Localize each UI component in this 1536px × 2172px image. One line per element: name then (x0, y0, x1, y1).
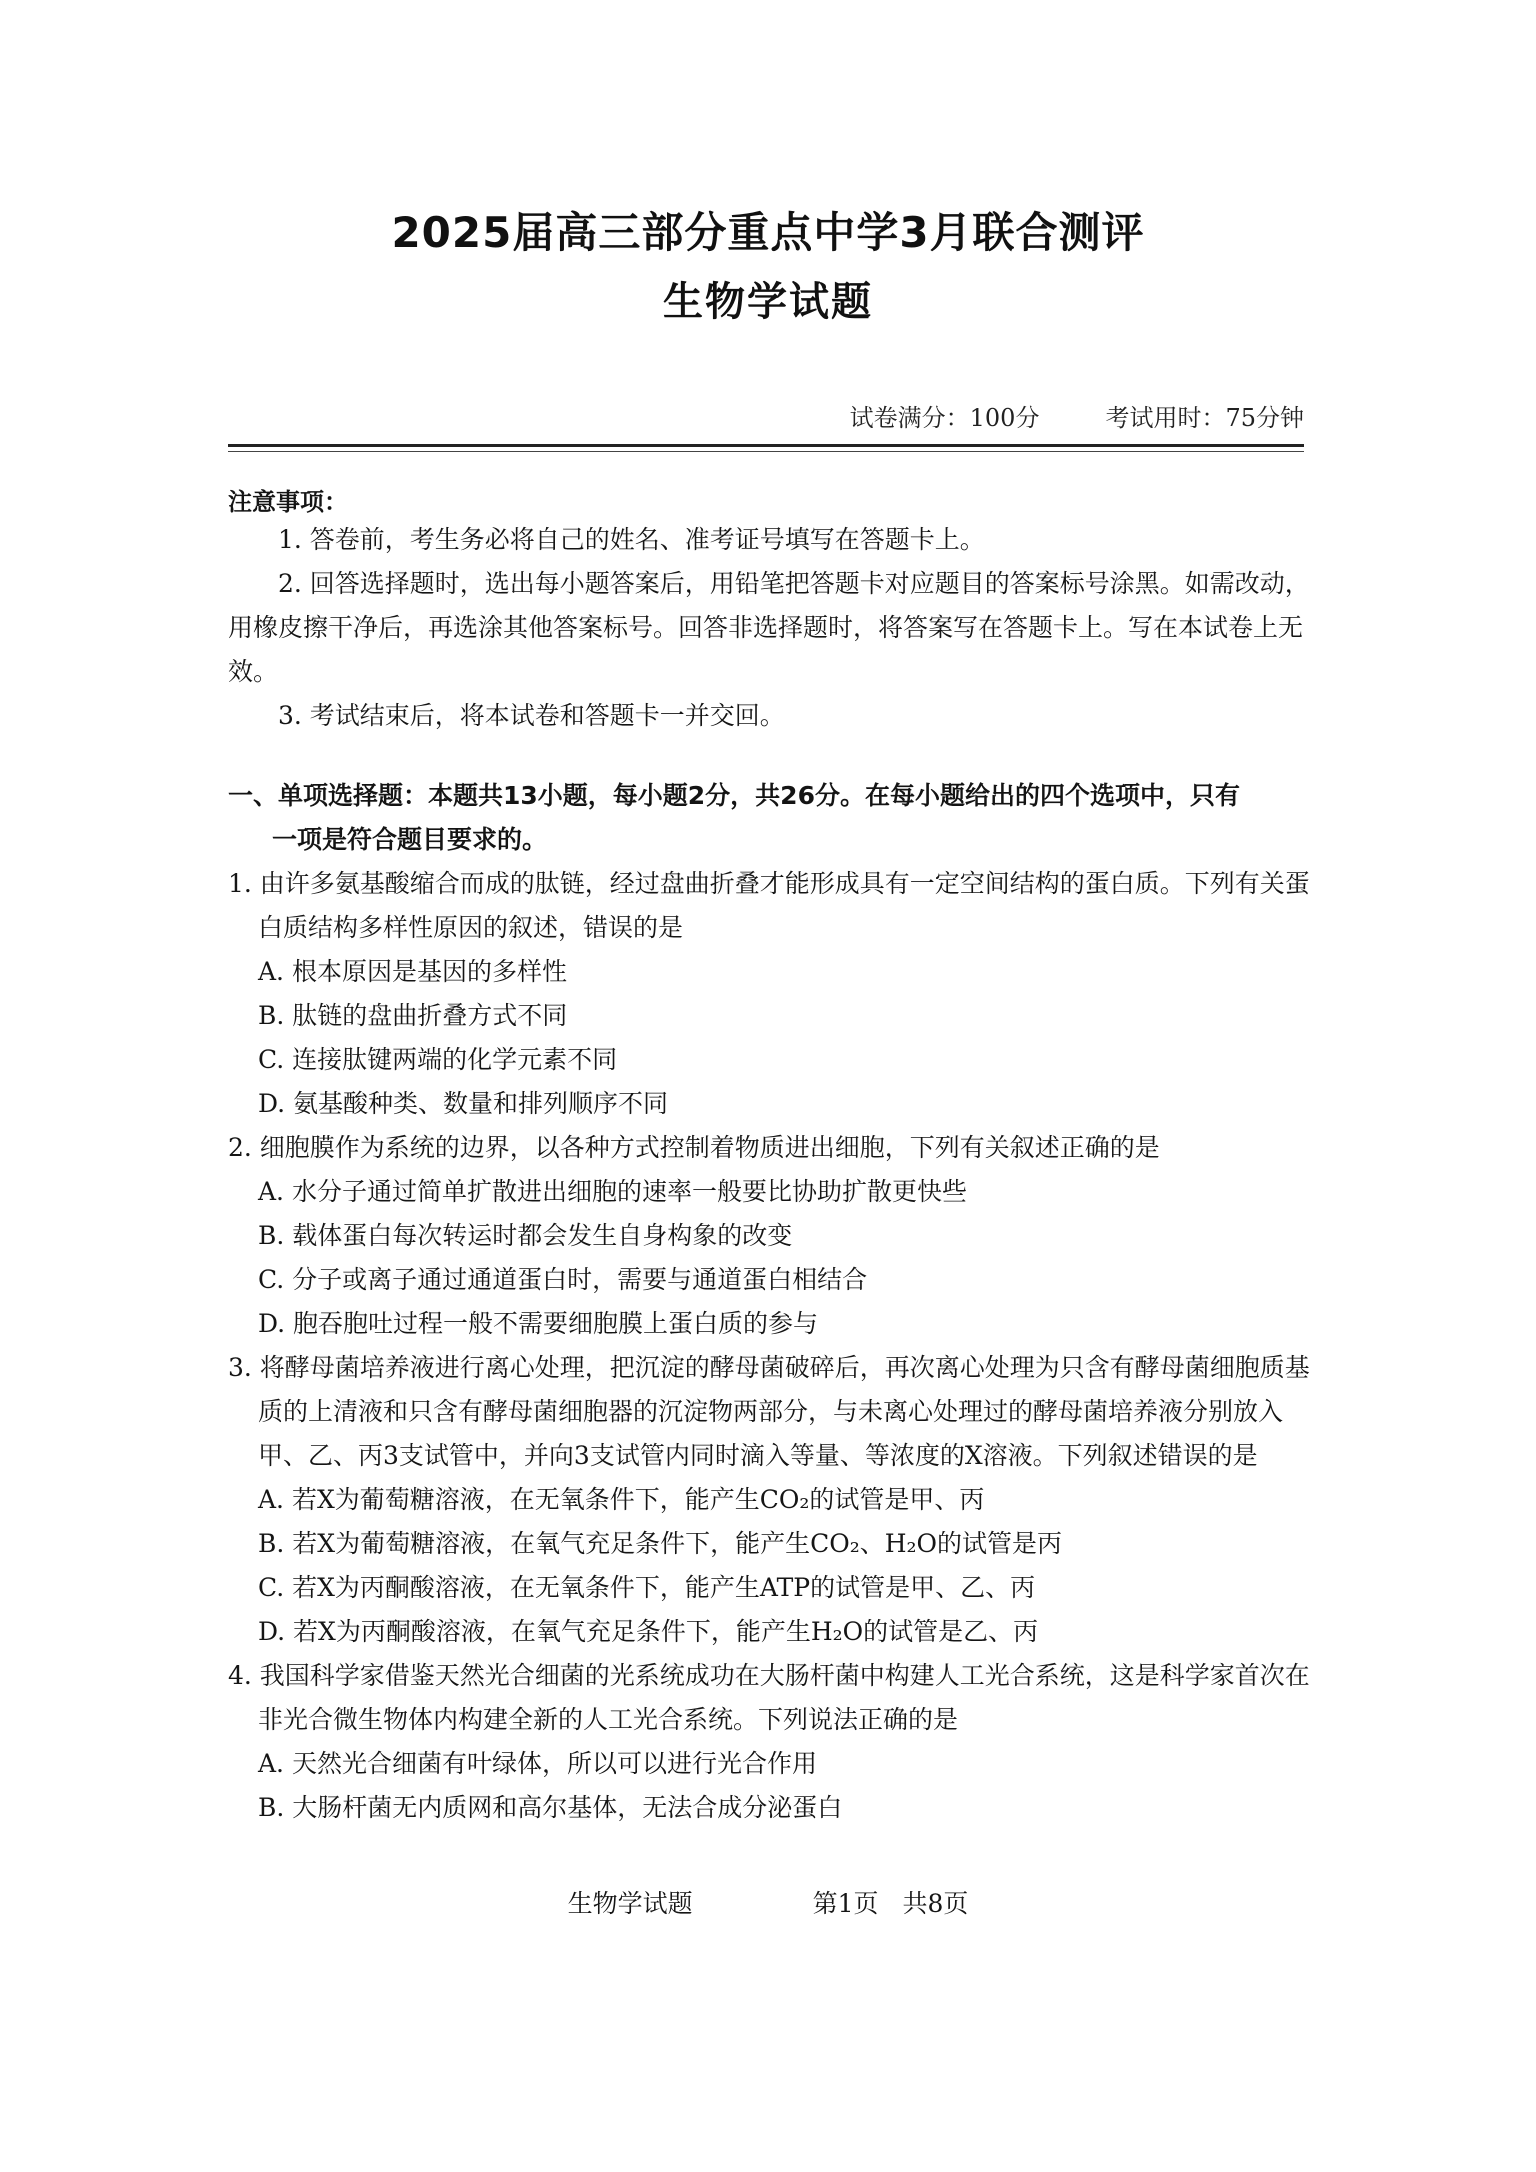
question-option: A. 天然光合细菌有叶绿体，所以可以进行光合作用 (258, 1749, 817, 1778)
question-option: D. 若X为丙酮酸溶液，在氧气充足条件下，能产生H₂O的试管是乙、丙 (258, 1617, 1039, 1646)
question-1 (228, 862, 1326, 1126)
footer-subject: 生物学试题 (567, 1889, 693, 1918)
notice-item: 2. 回答选择题时，选出每小题答案后，用铅笔把答题卡对应题目的答案标号涂黑。如需改动，用橡皮擦干净后，再选涂其他答案标号。回答非选择题时，将答案写在答题卡上。写在本试卷上无效。 (228, 569, 1310, 686)
header-rule-thin (228, 451, 1304, 452)
question-3 (228, 1346, 1326, 1654)
question-option: A. 水分子通过简单扩散进出细胞的速率一般要比协助扩散更快些 (258, 1177, 967, 1206)
section-heading-line: 一项是符合题目要求的。 (272, 825, 548, 854)
exam-subject-title: 生物学试题 (663, 279, 873, 325)
notice-item: 3. 考试结束后，将本试卷和答题卡一并交回。 (278, 701, 785, 730)
question-option: D. 氨基酸种类、数量和排列顺序不同 (258, 1089, 669, 1118)
footer-page-number: 第1页 (812, 1889, 879, 1918)
question-option: C. 分子或离子通过通道蛋白时，需要与通道蛋白相结合 (258, 1265, 868, 1294)
question-stem: 4. 我国科学家借鉴天然光合细菌的光系统成功在大肠杆菌中构建人工光合系统，这是科学家首次在非光合微生物体内构建全新的人工光合系统。下列说法正确的是 (228, 1661, 1310, 1734)
notice-heading: 注意事项： (228, 488, 348, 516)
question-option: B. 肽链的盘曲折叠方式不同 (258, 1001, 568, 1030)
question-stem: 1. 由许多氨基酸缩合而成的肽链，经过盘曲折叠才能形成具有一定空间结构的蛋白质。下列有关蛋白质结构多样性原因的叙述，错误的是 (228, 869, 1310, 942)
question-option: D. 胞吞胞吐过程一般不需要细胞膜上蛋白质的参与 (258, 1309, 819, 1338)
exam-meta (784, 398, 1304, 433)
page-footer (0, 1884, 1536, 1920)
question-stem: 2. 细胞膜作为系统的边界，以各种方式控制着物质进出细胞，下列有关叙述正确的是 (228, 1133, 1160, 1162)
exam-title: 2025届高三部分重点中学3月联合测评 (391, 208, 1145, 257)
question-option: A. 若X为葡萄糖溶液，在无氧条件下，能产生CO₂的试管是甲、丙 (258, 1485, 985, 1514)
question-list (228, 862, 1326, 1830)
question-2 (228, 1126, 1326, 1346)
question-option: B. 载体蛋白每次转运时都会发生自身构象的改变 (258, 1221, 793, 1250)
notice-item: 1. 答卷前，考生务必将自己的姓名、准考证号填写在答题卡上。 (278, 525, 985, 554)
question-option: B. 大肠杆菌无内质网和高尔基体，无法合成分泌蛋白 (258, 1793, 843, 1822)
section-heading (228, 774, 1328, 862)
exam-duration: 考试用时：75分钟 (1105, 404, 1304, 432)
footer-page-total: 共8页 (902, 1889, 969, 1918)
header-rule-thick (228, 444, 1304, 447)
notice-list (228, 518, 1326, 738)
question-stem: 3. 将酵母菌培养液进行离心处理，把沉淀的酵母菌破碎后，再次离心处理为只含有酵母菌细胞质基质的上清液和只含有酵母菌细胞器的沉淀物两部分，与未离心处理过的酵母菌培养液分别放入甲、乙、丙3支试管中，并向3支试管内同时滴入等量、等浓度的X溶液。下列叙述错误的是 (228, 1353, 1310, 1470)
question-option: B. 若X为葡萄糖溶液，在氧气充足条件下，能产生CO₂、H₂O的试管是丙 (258, 1529, 1063, 1558)
section-heading-line: 一、单项选择题：本题共13小题，每小题2分，共26分。在每小题给出的四个选项中，只有 (228, 781, 1240, 810)
full-score: 试卷满分：100分 (849, 404, 1040, 432)
question-option: C. 若X为丙酮酸溶液，在无氧条件下，能产生ATP的试管是甲、乙、丙 (258, 1573, 1036, 1602)
question-4 (228, 1654, 1326, 1830)
question-option: A. 根本原因是基因的多样性 (258, 957, 567, 986)
question-option: C. 连接肽键两端的化学元素不同 (258, 1045, 618, 1074)
